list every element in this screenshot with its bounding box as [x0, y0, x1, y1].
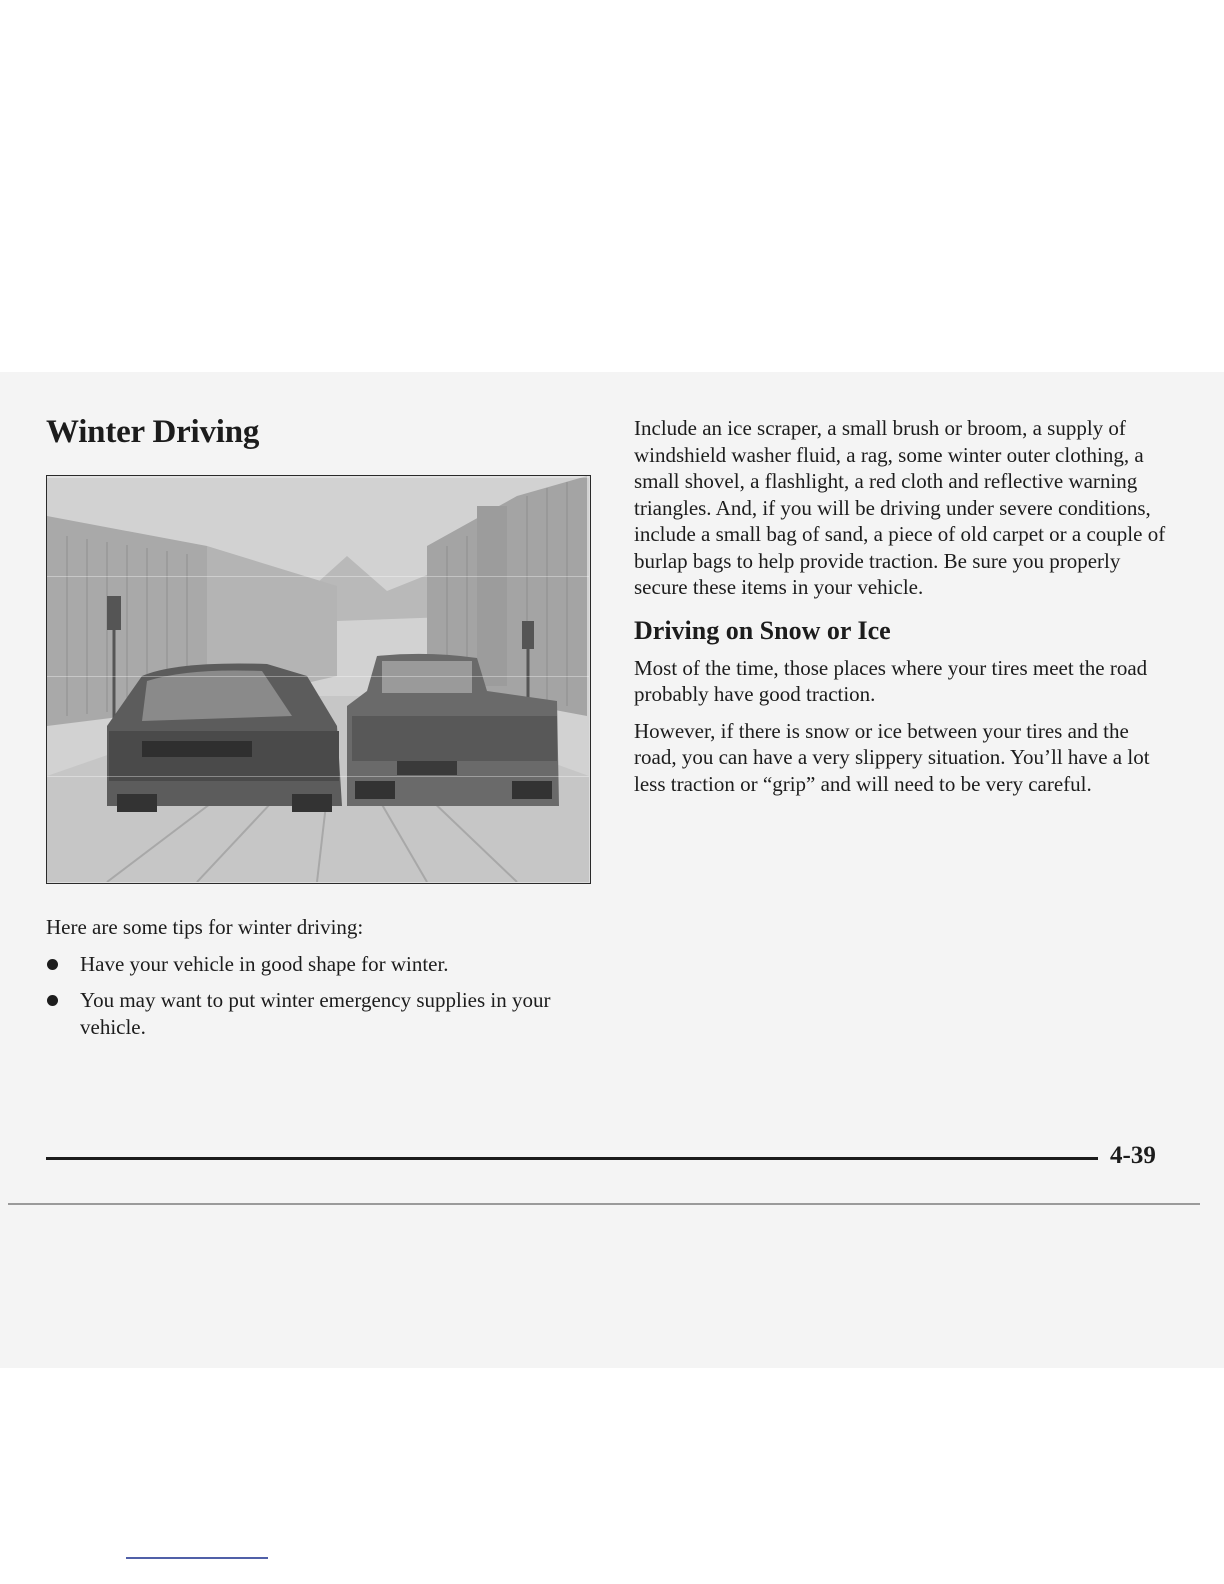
page-number: 4-39	[1110, 1142, 1156, 1169]
decorative-line	[126, 1557, 268, 1559]
bullet-icon	[47, 959, 58, 970]
page-title: Winter Driving	[46, 414, 260, 450]
list-item	[46, 951, 591, 978]
left-column	[46, 412, 591, 1050]
slippery-paragraph: However, if there is snow or ice between your tires and the road, you can have a very slippery situation. You’ll have a lot less traction or “grip” and will need to be very careful.	[634, 718, 1150, 796]
traction-paragraph: Most of the time, those places where your tires meet the road probably have good traction.	[634, 655, 1148, 706]
list-item	[46, 987, 591, 1040]
supplies-paragraph: Include an ice scraper, a small brush or broom, a supply of windshield washer fluid, a rag, some winter outer clothing, a small shovel, a flashlight, a red cloth and reflective warning triangles. And, if you will be driving under severe conditions, include a small bag of sand, a piece of old carpet or a couple of burlap bags to help provide traction. Be sure you properly secure these items in your vehicle.	[634, 416, 1166, 599]
bullet-icon	[47, 995, 58, 1006]
winter-street-illustration	[46, 475, 591, 884]
list-item-text: You may want to put winter emergency supplies in your vehicle.	[80, 988, 551, 1039]
tips-list	[46, 951, 591, 1041]
page-edge-line	[8, 1203, 1200, 1205]
right-column	[634, 415, 1174, 807]
tips-intro: Here are some tips for winter driving:	[46, 915, 364, 939]
list-item-text: Have your vehicle in good shape for winter.	[80, 951, 449, 976]
footer-rule	[46, 1157, 1098, 1160]
section-heading: Driving on Snow or Ice	[634, 615, 891, 645]
